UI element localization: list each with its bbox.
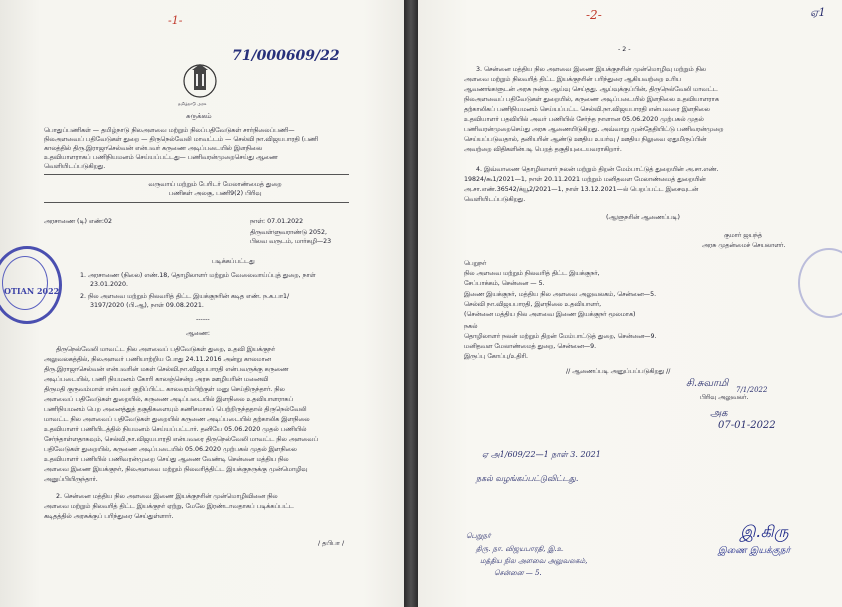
para3-line: பணிவரன்முறைசெய்து அரசு ஆணையிடுகிறது. அவ்வாறு முன்தேதியிட்டு பணிவரன்முறை — [464, 126, 724, 133]
handwritten-date-2: 07-01-2022 — [718, 420, 776, 431]
summary-divider — [44, 174, 349, 175]
body-line: உதவியாளர் பணியிடத்தில் நியமனம் செய்யப்பட்டார். தனியே 05.06.2020 முதல் பணியில் — [44, 426, 307, 433]
order-heading: ஆணை: — [186, 330, 211, 337]
summary-line: பொதுப்பணிகள் — தமிழ்நாடு நிலஅளவை மற்றும் நிலப்பதிவேடுகள் சார்நிலைப்பணி— — [44, 127, 295, 134]
read-item: 23.01.2020. — [90, 281, 129, 288]
para2-line: கடிதத்தில் அரசுக்குப் பரிந்துரை செய்துள்ளார். — [44, 513, 174, 520]
handwritten-copy-note: நகல் வழங்கப்பட்டுவிட்டது. — [476, 474, 579, 483]
body-line: சேர்ந்தாள்ளதாகவும், செல்வி.நா.விஜயபாரதி என்பவரை திருநெல்வேலி மாவட்ட நில அளவைப் — [44, 436, 319, 443]
read-divider: ------ — [196, 316, 210, 323]
by-order-line: (ஆளுநரின் ஆணைப்படி) — [606, 214, 680, 221]
para4-line: அ.சா.எண்.36542/க்யூ2/2021—1, நாள் 13.12.2021—ல் பெறப்பட்ட இசைவுடன் — [464, 186, 699, 193]
signatory-title: அரசு முதன்மைச் செயலாளர். — [702, 242, 786, 249]
handwritten-initials: அக — [710, 408, 728, 419]
body-line: திரு.இராஜாசெல்வன் என்பவரின் மகள் செல்வி.நா.விஜயபாரதி என்பவருக்கு கருணை — [44, 366, 289, 373]
department-section: பணிகள் அலகு, பணி9(2) பிரிவு — [168, 190, 262, 197]
summary-line: உதவியாளராகப் பணிநியமனம் செய்யப்பட்டது— பணிவரன்முறைசெய்து ஆணை — [44, 154, 278, 161]
stamp-text: OTIAN 2022 — [4, 286, 60, 296]
body-line: உதவியாளர் பணியில் பணிவரன்முறை செய்து ஆணை வேண்டி சென்னை மத்திய நில — [44, 456, 289, 463]
signatory-name: குமார் ஜயந்த் — [724, 232, 762, 239]
department-divider — [44, 202, 349, 203]
government-emblem — [182, 62, 218, 104]
para3-line: அவற்றை விதிகளின்படி பெறத் தகுதியுடையவராகிறார். — [464, 146, 622, 153]
page-gap — [404, 0, 418, 607]
para4-line: 4. இவ்வாணை தொழிலாளர் நலன் மற்றும் திறன் மேம்பாட்டுத் துறையின் அ.சா.எண். — [476, 166, 719, 173]
left-document-page — [0, 0, 404, 607]
body-line: திருமதி குருவம்மாள் என்பவர் குறிப்பிட்ட காலவரம்பிற்குள் மனு செய்திருந்தார். நில — [44, 386, 285, 393]
para3-line: ஆவணங்களுடன் அரசு நன்கு ஆய்வு செய்தது. ஆய்வுக்குப்பின், திருநெல்வேலி மாவட்ட — [464, 86, 718, 93]
summary-line: காலத்தில் திரு.இராஜாசெல்வன் என்பவர் கருணை அடிப்படையில் இளநிலை — [44, 145, 263, 152]
tamil-month: பிலவ வருடம், மார்கழி—23 — [250, 238, 332, 245]
recipients-heading: பெறுநர் — [464, 260, 487, 267]
read-heading: படிக்கப்பட்டது — [212, 258, 255, 265]
read-item: 1. அரசாணை (நிலை) எண்.18, தொழிலாளர் மற்றும் வேலைவாய்ப்புத் துறை, நாள் — [80, 272, 316, 279]
handwritten-signature: சி.சுவாமி — [686, 378, 729, 389]
read-item: 3197/2020 (பி.ஆ), நாள் 09.08.2021. — [90, 302, 204, 309]
order-date: நாள்: 07.01.2022 — [250, 218, 304, 225]
recipient-line: நில அளவை மற்றும் நிலவரித் திட்ட இயக்குநர், — [464, 270, 600, 277]
emblem-caption: தமிழ்நாடு அரசு — [178, 101, 207, 106]
handwritten-date: 7/1/2022 — [736, 386, 768, 394]
para2-line: 2. சென்னை மத்திய நில அளவை இணை இயக்குநரின் முன்மொழிவினை நில — [56, 493, 278, 500]
office-seal-inner — [2, 256, 48, 310]
department-line: வருவாய் மற்றும் பேரிடர் மேலாண்மைத் துறை — [148, 181, 282, 188]
forwarded-line: // ஆணைப்படி அனுப்பப்படுகிறது // — [566, 368, 671, 375]
body-line: அளவை இணை இயக்குநர், நிலஅளவை மற்றும் நிலவரித்திட்ட இயக்குநருக்கு முன்மொழிவு — [44, 466, 308, 473]
copy-heading: நகல் — [464, 323, 478, 330]
recipient-line: (சென்னை மத்திய நில அளவை இணை இயக்குநர் மூலமாக) — [464, 311, 636, 318]
hand-copy-line: பெறுநர் — [466, 532, 491, 540]
recipient-line: செல்வி நா.விஜயபாரதி, இளநிலை உதவியாளர், — [464, 301, 602, 308]
page-number: - 2 - — [618, 46, 631, 53]
handwritten-inward-number: ஏ அ1/609/22—1 நாள் 3. 2021 — [482, 450, 601, 459]
para3-line: 3. சென்னை மத்திய நில அளவை இணை இயக்குநரின் முன்மொழிவு மற்றும் நில — [476, 66, 707, 73]
hand-copy-line: திரு. நா. விஜயபாரதி, இ.உ — [476, 545, 564, 553]
read-item: 2. நில அளவை மற்றும் நிலவரித் திட்ட இயக்குநரின் கடித எண். ந.க.பா1/ — [80, 293, 290, 300]
body-line: பணிநியமனம் பெற அனைத்துத் தகுதிகளையும் கணிசமாகப் பெற்றிருந்ததால் திருநெல்வேலி — [44, 406, 307, 413]
hand-copy-line: சென்னை — 5. — [494, 569, 542, 577]
tamil-year: திருவள்ளுவராண்டு 2052, — [250, 229, 328, 236]
file-number: 71/000609/22 — [232, 48, 340, 64]
document-heading: சுருக்கம் — [186, 112, 212, 120]
hand-copy-line: மத்திய நில அளவை அலுவலகம், — [480, 557, 588, 565]
joint-director-signature: இ.கிரு — [740, 522, 789, 541]
para3-line: நிலஅளவைப் பதிவேடுகள் துறையில், கருணை அடிப்படையில் இளநிலை உதவியாளராக — [464, 96, 719, 103]
right-seal-stamp — [798, 248, 842, 318]
para4-line: வெளியிடப்படுகிறது. — [464, 196, 526, 203]
para4-line: 19824/கூ1/2021—1, நாள் 20.11.2021 மற்றும் மனிதவள மேலாண்மைத் துறையின் — [464, 176, 706, 183]
body-line: அனுப்பியிருந்தார். — [44, 476, 98, 483]
para3-line: அளவை மற்றும் நிலவரித் திட்ட இயக்குநரின் பரிந்துரை ஆகியவற்றை உரிய — [464, 76, 682, 83]
summary-line: வெளியிடப்படுகிறது. — [44, 163, 106, 170]
body-line: மாவட்ட நில அளவைப் பதிவேடுகள் துறையில் கருணை அடிப்படையில் தற்காலிக இளநிலை — [44, 416, 310, 423]
body-line: பதிவேடுகள் துறையில், கருணை அடிப்படையில் 05.06.2020 முற்பகல் முதல் இளநிலை — [44, 446, 297, 453]
para3-line: தற்காலிகப் பணிநியமனம் செய்யப்பட்ட செல்வி.நா.விஜயபாரதி என்பவரை இளநிலை — [464, 106, 710, 113]
para3-line: உதவியாளர் பதவியில் அவர் பணியில் சேர்ந்த நாளான 05.06.2020 முற்பகல் முதல் — [464, 116, 704, 123]
order-number: அரசாணை (டி) எண்:02 — [44, 218, 112, 225]
right-document-page — [418, 0, 842, 607]
body-line: திருநெல்வேலி மாவட்ட நில அளவைப் பதிவேடுகள் துறை, உதவி இயக்குநர் — [56, 346, 276, 353]
body-line: அளவைப் பதிவேடுகள் துறையில், கருணை அடிப்படையில் இளநிலை உதவியாளராகப் — [44, 396, 294, 403]
section-officer-title: பிரிவு அலுவலர். — [700, 394, 749, 401]
recipient-line: சேப்பாக்கம், சென்னை — 5. — [464, 280, 545, 287]
recipient-line: இணை இயக்குநர், மத்திய நில அளவை அலுவலகம், சென்னை—5. — [464, 291, 657, 298]
continue-mark: / தபிபா / — [318, 540, 345, 547]
copy-line: இருப்பு கோப்பு/உதிரி. — [464, 353, 529, 360]
joint-director-signature-b: இணை இயக்குநர் — [718, 546, 791, 556]
summary-line: நிலஅளவைப் பதிவேடுகள் துறை — திருநெல்வேலி மாவட்டம் — செல்வி நா.விஜயபாரதி (பணி — [44, 136, 319, 143]
top-page-number: -2- — [586, 8, 602, 22]
body-line: அடிப்படையில், பணி நியமனம் கோரி காலஞ்சென்ற அரசு ஊழியரின் மனைவி — [44, 376, 269, 383]
right-corner-mark: ஏ1 — [810, 6, 826, 19]
left-corner-mark: -1- — [168, 14, 183, 27]
para3-line: செய்யப்படுவதால், தனியரின் ஆண்டு ஊதிய உயர்வு / ஊதிய நிலுவை ஏதுமிருப்பின் — [464, 136, 707, 143]
copy-line: தொழிலாளர் நலன் மற்றும் திறன் மேம்பாட்டுத் துறை, சென்னை—9. — [464, 333, 657, 340]
para2-line: அளவை மற்றும் நிலவரித் திட்ட இயக்குநர் ஏற்று, மேலே இரண்டாவதாகப் படிக்கப்பட்ட — [44, 503, 294, 510]
copy-line: மனிதவள மேலாண்மைத் துறை, சென்னை—9. — [464, 343, 597, 350]
body-line: அலுவலகத்தில், நிலஅளவர் பணியாற்றிய போது 24.11.2016 அன்று காலமான — [44, 356, 271, 363]
